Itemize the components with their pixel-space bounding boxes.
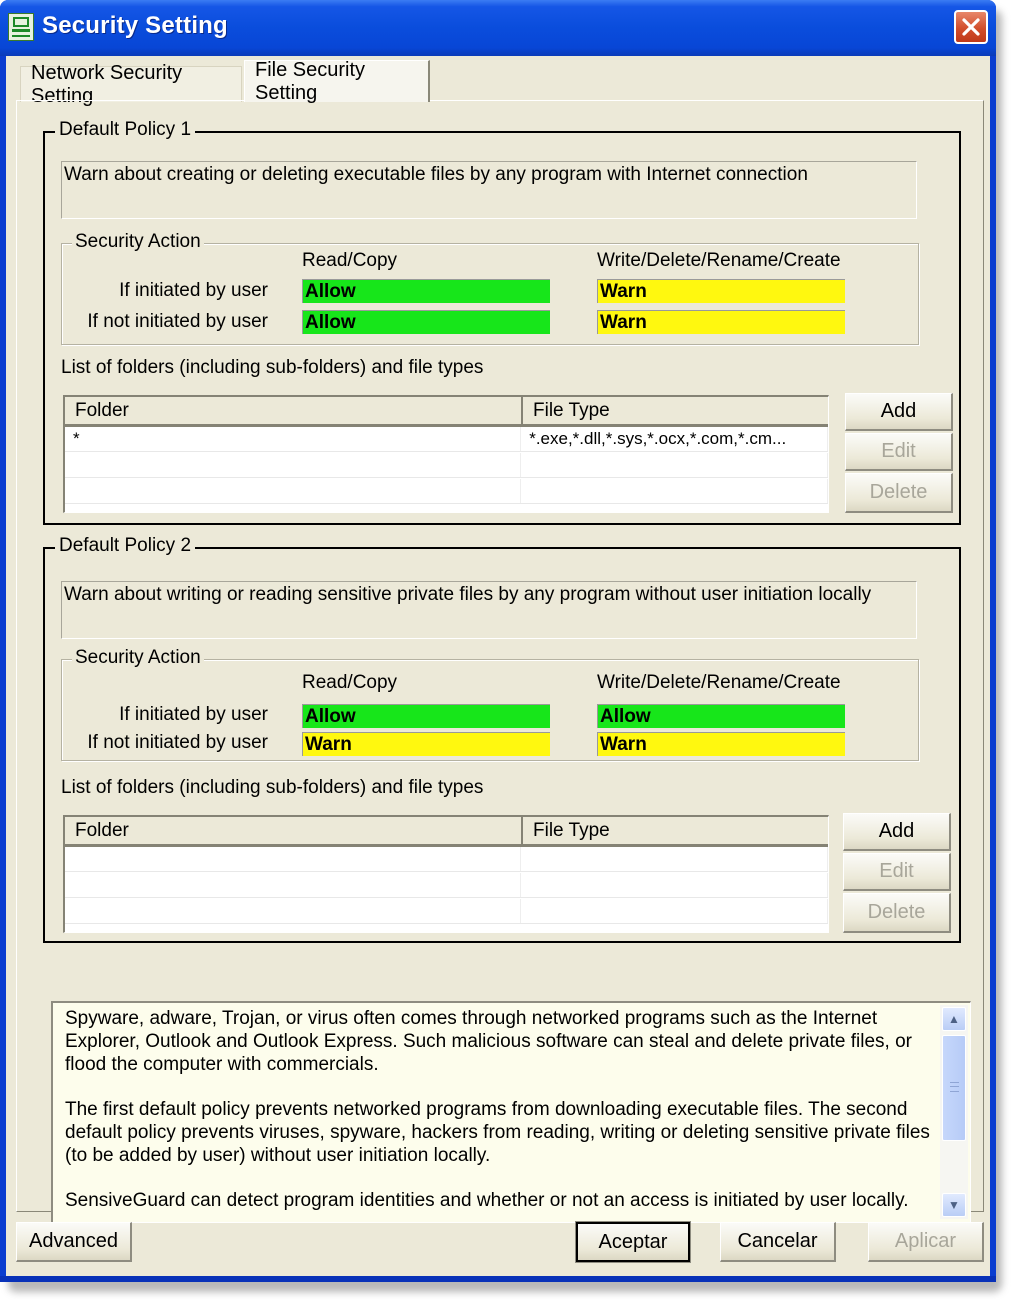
window-bottom-border [0,1276,996,1282]
policy-2-write-header: Write/Delete/Rename/Create [597,672,841,693]
folder-cell: * [65,427,521,451]
file-type-cell [521,899,828,923]
policy-1-initiated-label: If initiated by user [119,280,268,301]
policy-2-delete-button[interactable]: Delete [843,893,951,933]
file-type-cell [521,479,828,503]
policy-1-not-initiated-label: If not initiated by user [87,311,268,332]
list-row[interactable] [65,479,828,504]
policy-2-not-initiated-label: If not initiated by user [87,732,268,753]
window-title: Security Setting [42,12,228,39]
file-type-column-header[interactable]: File Type [523,817,829,847]
policy-1-write-header: Write/Delete/Rename/Create [597,250,841,271]
file-type-cell [521,453,828,477]
file-type-cell [521,847,828,871]
policy-1-initiated-write-action[interactable]: Warn [597,279,845,303]
policy-2-folder-list[interactable] [63,815,829,933]
chevron-down-icon: ▼ [948,1198,960,1212]
policy-2-group [43,535,961,943]
advanced-button[interactable]: Advanced [16,1222,132,1262]
policy-2-not-initiated-read-action[interactable]: Warn [302,732,550,756]
policy-2-read-copy-header: Read/Copy [302,672,398,693]
info-paragraph: The first default policy prevents networked programs from downloading executable files. The second default policy prevents viruses, spyware, hackers from reading, writing or deleting sensitive private files (to be added by user) without user initiation locally. [65,1099,930,1166]
grip-icon [950,1082,959,1092]
list-row[interactable] [65,873,828,898]
list-row[interactable] [65,453,828,478]
policy-2-list-label: List of folders (including sub-folders) and file types [61,777,484,798]
policy-1-list-header [65,397,829,427]
folder-cell [65,479,521,503]
folder-cell [65,899,521,923]
app-shield-icon [8,13,34,41]
info-scrollbar[interactable] [940,1005,968,1219]
policy-2-list-header [65,817,829,847]
folder-cell [65,453,521,477]
scroll-thumb[interactable] [942,1035,966,1141]
dialog-client-area [6,56,990,1276]
close-icon [960,16,982,38]
policy-2-not-initiated-write-action[interactable]: Warn [597,732,845,756]
file-type-cell: *.exe,*.dll,*.sys,*.ocx,*.com,*.cm... [521,427,828,451]
policy-2-description: Warn about writing or reading sensitive private files by any program without user initiation locally [61,581,917,639]
policy-1-delete-button[interactable]: Delete [845,473,953,513]
info-paragraph: Spyware, adware, Trojan, or virus often comes through networked programs such as the Internet Explorer, Outlook and Outlook Express. Such malicious software can steal and delete private files, or flood the computer with commercials. [65,1008,912,1075]
tab-network-security-setting[interactable]: Network Security Setting [20,66,242,102]
info-text [65,1007,935,1234]
tab-file-security-setting[interactable]: File Security Setting [244,60,430,102]
accept-button[interactable]: Aceptar [576,1222,690,1262]
scroll-up-button[interactable] [942,1007,966,1031]
policy-1-description: Warn about creating or deleting executable files by any program with Internet connection [61,161,917,219]
policy-1-not-initiated-read-action[interactable]: Allow [302,310,550,334]
folder-cell [65,873,521,897]
policy-2-security-action-group [61,647,919,761]
policy-1-add-button[interactable]: Add [845,393,953,431]
policy-2-initiated-read-action[interactable]: Allow [302,704,550,728]
policy-2-initiated-label: If initiated by user [119,704,268,725]
chevron-up-icon: ▲ [948,1012,960,1026]
policy-2-add-button[interactable]: Add [843,813,951,851]
policy-1-read-copy-header: Read/Copy [302,250,398,271]
folder-column-header[interactable]: Folder [65,817,523,847]
apply-button[interactable]: Aplicar [868,1222,984,1262]
file-security-panel [16,100,984,1212]
file-type-cell [521,873,828,897]
policy-1-security-action-legend: Security Action [72,231,204,253]
policy-1-list-label: List of folders (including sub-folders) and file types [61,357,484,378]
policy-1-group [43,119,961,525]
info-text-box[interactable] [51,1001,971,1223]
policy-1-not-initiated-write-action[interactable]: Warn [597,310,845,334]
policy-1-folder-list[interactable] [63,395,829,513]
folder-column-header[interactable]: Folder [65,397,523,427]
title-bar[interactable] [0,0,996,56]
folder-cell [65,847,521,871]
close-button[interactable] [954,10,988,44]
scroll-down-button[interactable] [942,1193,966,1217]
list-row[interactable] [65,847,828,872]
policy-1-edit-button[interactable]: Edit [845,433,953,471]
policy-2-initiated-write-action[interactable]: Allow [597,704,845,728]
file-type-column-header[interactable]: File Type [523,397,829,427]
policy-1-initiated-read-action[interactable]: Allow [302,279,550,303]
policy-2-edit-button[interactable]: Edit [843,853,951,891]
list-row[interactable] [65,427,828,452]
policy-2-security-action-legend: Security Action [72,647,204,669]
policy-1-security-action-group [61,231,919,345]
cancel-button[interactable]: Cancelar [720,1222,836,1262]
list-row[interactable] [65,899,828,924]
policy-1-legend: Default Policy 1 [55,119,195,141]
policy-2-legend: Default Policy 2 [55,535,195,557]
info-paragraph: SensiveGuard can detect program identities and whether or not an access is initiated by user locally. [65,1190,909,1211]
